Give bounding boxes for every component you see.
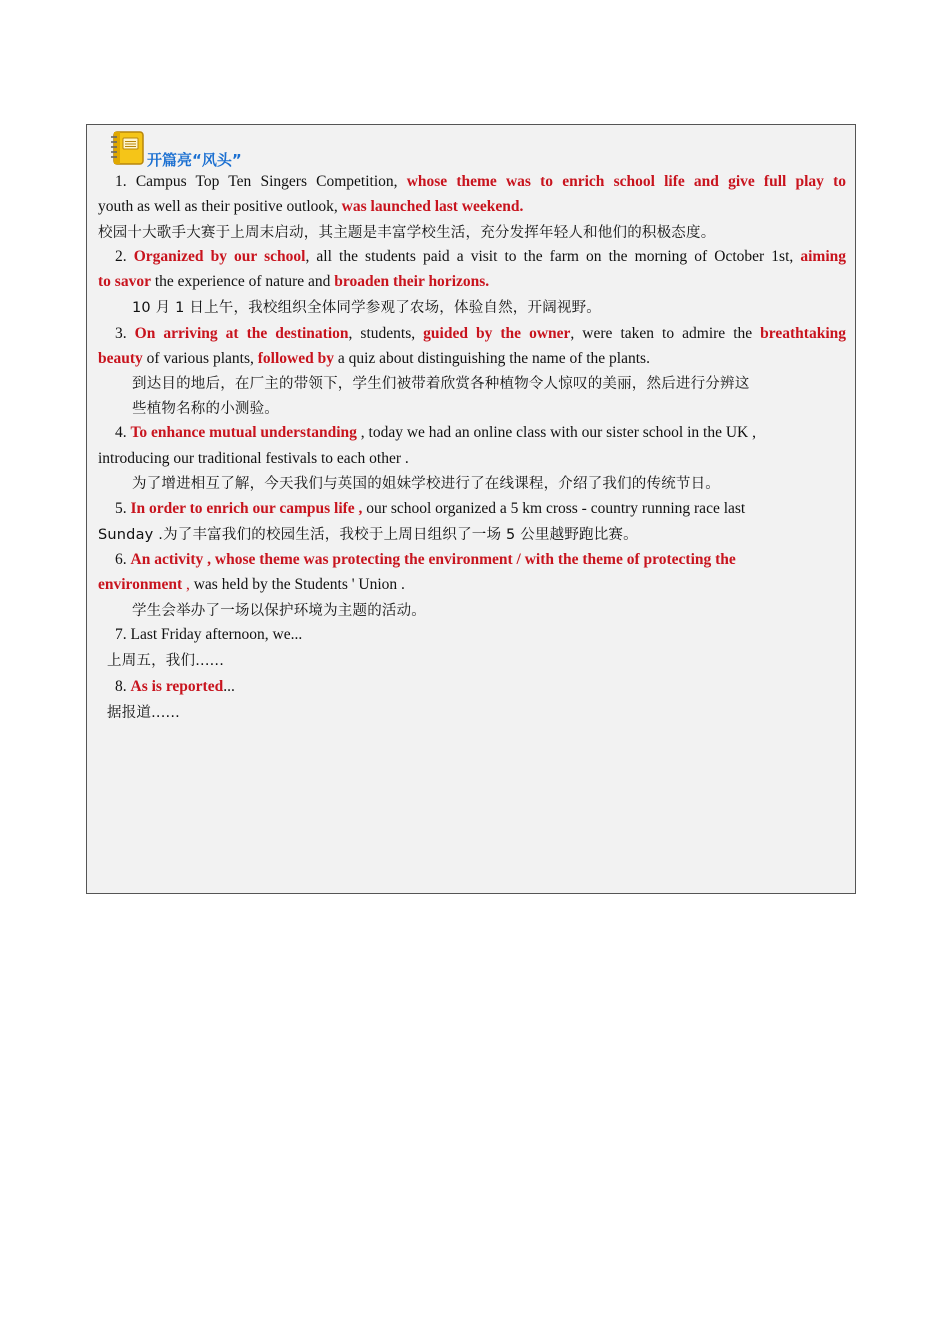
item-3-text-4: a quiz about distinguishing the name of the plants. — [333, 350, 650, 367]
item-2-text-2: the experience of nature and — [150, 273, 335, 290]
item-1-line-2 — [98, 197, 523, 217]
item-4-highlight: To enhance mutual understanding — [130, 424, 357, 441]
item-4-text: , today we had an online class with our sister school in the UK , — [356, 424, 756, 441]
section-header — [109, 129, 409, 169]
item-7-number: 7. — [115, 626, 131, 643]
item-3-translation-2: 些植物名称的小测验。 — [132, 401, 279, 417]
item-1-highlight: whose theme was to enrich school life and give full play to — [406, 173, 847, 190]
item-2-line-1 — [98, 247, 846, 267]
item-2-number: 2. — [115, 248, 134, 265]
item-8-translation: 据报道...... — [107, 705, 180, 721]
item-2-highlight-3: to savor — [98, 273, 151, 290]
item-1-line-1 — [98, 172, 846, 192]
item-1-text: Campus Top Ten Singers Competition, — [135, 173, 407, 190]
item-3-highlight-5: followed by — [257, 350, 334, 367]
item-4-translation: 为了增进相互了解，今天我们与英国的姐妹学校进行了在线课程，介绍了我们的传统节日。 — [132, 476, 720, 492]
item-5-line-1 — [98, 499, 745, 519]
item-2-highlight: Organized by our school — [133, 248, 306, 265]
header-title: 开篇亮“风头” — [147, 151, 242, 169]
item-6-text: was held by the Students ' Union . — [193, 576, 405, 593]
item-6-highlight: An activity , whose theme was protecting the environment / with the theme of protecting the — [130, 551, 736, 568]
item-6-separator: , — [182, 576, 194, 593]
item-2-text: , all the students paid a visit to the farm on the morning of October 1st, — [305, 248, 801, 265]
item-8-text: ... — [223, 678, 235, 695]
item-3-text: , students, — [348, 325, 424, 342]
item-2-highlight-4: broaden their horizons. — [334, 273, 490, 290]
item-7-translation: 上周五，我们...... — [107, 653, 225, 669]
notebook-icon — [109, 129, 147, 167]
item-2-translation: 10 月 1 日上午，我校组织全体同学参观了农场，体验自然，开阔视野。 — [132, 300, 602, 316]
item-4-number: 4. — [115, 424, 131, 441]
item-6-translation: 学生会举办了一场以保护环境为主题的活动。 — [132, 603, 426, 619]
item-3-translation-1: 到达目的地后，在厂主的带领下，学生们被带着欣赏各种植物令人惊叹的美丽，然后进行分辨这 — [132, 376, 750, 392]
item-8-highlight: As is reported — [130, 678, 224, 695]
item-7-line-1 — [98, 625, 302, 645]
item-7-text: Last Friday afternoon, we... — [130, 626, 303, 643]
item-8-number: 8. — [115, 678, 131, 695]
item-6-line-2 — [98, 575, 405, 595]
item-8-line-1 — [98, 677, 235, 697]
item-3-highlight-3: breathtaking — [760, 325, 847, 342]
item-1-number: 1. — [115, 173, 136, 190]
item-3-text-2: , were taken to admire the — [570, 325, 761, 342]
item-1-highlight-2: was launched last weekend. — [341, 198, 524, 215]
item-3-line-2 — [98, 349, 650, 369]
item-3-highlight: On arriving at the destination — [134, 325, 349, 342]
item-6-highlight-2: environment — [98, 576, 183, 593]
item-3-text-3: of various plants, — [142, 350, 258, 367]
item-2-line-2 — [98, 272, 489, 292]
item-6-number: 6. — [115, 551, 131, 568]
item-3-highlight-4: beauty — [98, 350, 143, 367]
item-5-text: our school organized a 5 km cross - country running race last — [362, 500, 746, 517]
item-1-translation: 校园十大歌手大赛于上周末启动，其主题是丰富学校生活，充分发挥年轻人和他们的积极态度。 — [98, 225, 716, 241]
item-4-line-2: introducing our traditional festivals to each other . — [98, 450, 409, 467]
item-4-line-1 — [98, 423, 756, 443]
item-3-highlight-2: guided by the owner — [423, 325, 571, 342]
item-1-text-2: youth as well as their positive outlook, — [98, 198, 342, 215]
item-3-line-1 — [98, 324, 846, 344]
item-5-highlight: In order to enrich our campus life , — [130, 500, 363, 517]
item-5-line-2: Sunday .为了丰富我们的校园生活，我校于上周日组织了一场 5 公里越野跑比赛。 — [98, 527, 638, 543]
item-2-highlight-2: aiming — [800, 248, 847, 265]
content-box — [86, 124, 856, 894]
item-6-line-1 — [98, 550, 736, 570]
item-3-number: 3. — [115, 325, 135, 342]
item-5-number: 5. — [115, 500, 131, 517]
